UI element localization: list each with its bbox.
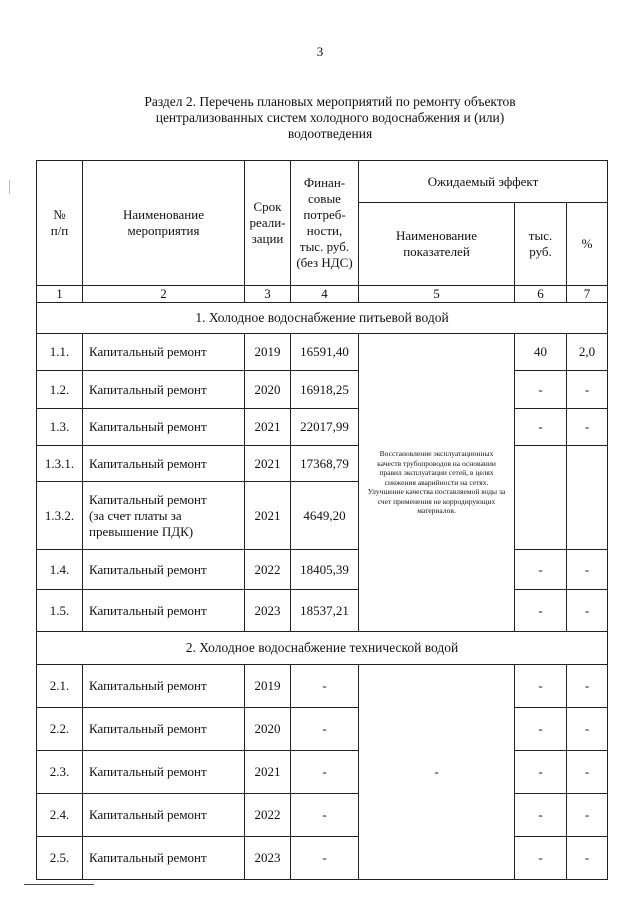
row-rub: - [515,794,567,837]
header-text: ности, [306,223,343,238]
row-year: 2021 [245,409,291,446]
row-pct [567,446,608,550]
page-number: 3 [316,44,324,59]
table-row [37,409,608,446]
header-text: потреб- [303,207,346,222]
row-name-line: (за счет платы за [89,507,182,523]
row-name: Капитальный ремонт [83,371,245,409]
row-rub: - [515,837,567,880]
column-number: 7 [567,286,608,303]
row-num: 2.2. [37,708,83,751]
row-num: 1.3.2. [37,482,83,550]
header-text: Срок [253,199,282,214]
header-text: реали- [249,215,286,230]
row-rub: - [515,371,567,409]
row-year: 2022 [245,794,291,837]
row-num: 1.3. [37,409,83,446]
header-text: п/п [50,223,69,238]
table-row [37,446,608,482]
header-text: № [53,207,66,222]
row-num: 1.3.1. [37,446,83,482]
header-text: совые [308,191,341,206]
row-name-line: превышение ПДК) [89,523,194,539]
row-rub [515,446,567,550]
row-cost: 16918,25 [291,371,359,409]
row-pct: 2,0 [567,334,608,371]
header-text: Наименование [123,207,204,222]
row-cost: - [291,665,359,708]
row-cost: - [291,751,359,794]
header-num [37,161,83,286]
row-year: 2019 [245,334,291,371]
table-row [37,708,608,751]
heading-line: централизованных систем холодного водоснабжения и (или) [155,110,505,125]
row-cost: - [291,708,359,751]
row-pct: - [567,590,608,632]
section-title: 1. Холодное водоснабжение питьевой водой [37,303,608,334]
row-cost: - [291,837,359,880]
header-finance [291,161,359,286]
header-text: тыс. [528,228,553,243]
header-text: показателей [403,244,470,259]
row-pct: - [567,708,608,751]
header-text: руб. [529,244,552,259]
row-cost: - [291,794,359,837]
column-number: 3 [245,286,291,303]
section-row [37,303,608,334]
row-rub: - [515,751,567,794]
measures-table [36,160,608,880]
header-text: (без НДС) [296,255,353,270]
header-text: мероприятия [127,223,200,238]
row-name: Капитальный ремонт [83,550,245,590]
header-text: Финан- [303,175,346,190]
row-year: 2021 [245,751,291,794]
table-row [37,371,608,409]
header-percent: % [567,203,608,286]
row-name-line: Капитальный ремонт [89,491,207,507]
header-text: тыс. руб. [299,239,350,254]
heading-line: водоотведения [287,126,373,141]
row-year: 2023 [245,590,291,632]
header-effect: Ожидаемый эффект [359,161,608,203]
row-year: 2022 [245,550,291,590]
column-numbers-row [37,286,608,303]
row-name: Капитальный ремонт [83,794,245,837]
table-row [37,837,608,880]
header-rub [515,203,567,286]
row-year: 2020 [245,708,291,751]
row-name: Капитальный ремонт [83,708,245,751]
row-pct: - [567,794,608,837]
row-pct: - [567,409,608,446]
indicators-note: Восстановление эксплуатационных качеств трубопроводов на основании правил эксплуатации сетей, в целях снижения аварийности на сетях. Улучшение качества поставляемой воды за счет применения не корродирующих материалов. [359,334,515,632]
row-name [83,482,245,550]
row-pct: - [567,665,608,708]
row-rub: 40 [515,334,567,371]
table-row [37,550,608,590]
row-cost: 17368,79 [291,446,359,482]
row-pct: - [567,751,608,794]
scan-mark [9,180,10,194]
table-row [37,334,608,371]
row-name: Капитальный ремонт [83,590,245,632]
row-name: Капитальный ремонт [83,837,245,880]
row-num: 1.2. [37,371,83,409]
row-num: 1.4. [37,550,83,590]
row-num: 1.5. [37,590,83,632]
heading-line: Раздел 2. Перечень плановых мероприятий по ремонту объектов [144,94,516,109]
row-pct: - [567,550,608,590]
table-row [37,794,608,837]
column-number: 2 [83,286,245,303]
row-year: 2019 [245,665,291,708]
row-rub: - [515,665,567,708]
row-pct: - [567,837,608,880]
column-number: 5 [359,286,515,303]
row-cost: 18405,39 [291,550,359,590]
row-rub: - [515,590,567,632]
row-name: Капитальный ремонт [83,751,245,794]
row-pct: - [567,371,608,409]
section-heading [80,94,580,142]
header-indicators [359,203,515,286]
header-row [37,161,608,203]
row-rub: - [515,409,567,446]
section-title: 2. Холодное водоснабжение технической водой [37,632,608,665]
column-number: 4 [291,286,359,303]
header-term [245,161,291,286]
row-rub: - [515,550,567,590]
header-text: зации [251,231,284,246]
header-text: Наименование [396,228,477,243]
row-cost: 18537,21 [291,590,359,632]
indicators-note: - [359,665,515,880]
column-number: 6 [515,286,567,303]
row-year: 2021 [245,446,291,482]
footnote-rule [24,884,94,885]
row-year: 2023 [245,837,291,880]
section-row [37,632,608,665]
row-year: 2020 [245,371,291,409]
row-cost: 16591,40 [291,334,359,371]
header-name [83,161,245,286]
row-name: Капитальный ремонт [83,409,245,446]
row-name: Капитальный ремонт [83,446,245,482]
row-year: 2021 [245,482,291,550]
row-cost: 4649,20 [291,482,359,550]
column-number: 1 [37,286,83,303]
row-num: 1.1. [37,334,83,371]
table-row [37,751,608,794]
row-num: 2.3. [37,751,83,794]
row-name: Капитальный ремонт [83,334,245,371]
row-num: 2.4. [37,794,83,837]
row-cost: 22017,99 [291,409,359,446]
row-name: Капитальный ремонт [83,665,245,708]
table-row [37,665,608,708]
row-num: 2.5. [37,837,83,880]
row-rub: - [515,708,567,751]
table-row [37,590,608,632]
row-num: 2.1. [37,665,83,708]
